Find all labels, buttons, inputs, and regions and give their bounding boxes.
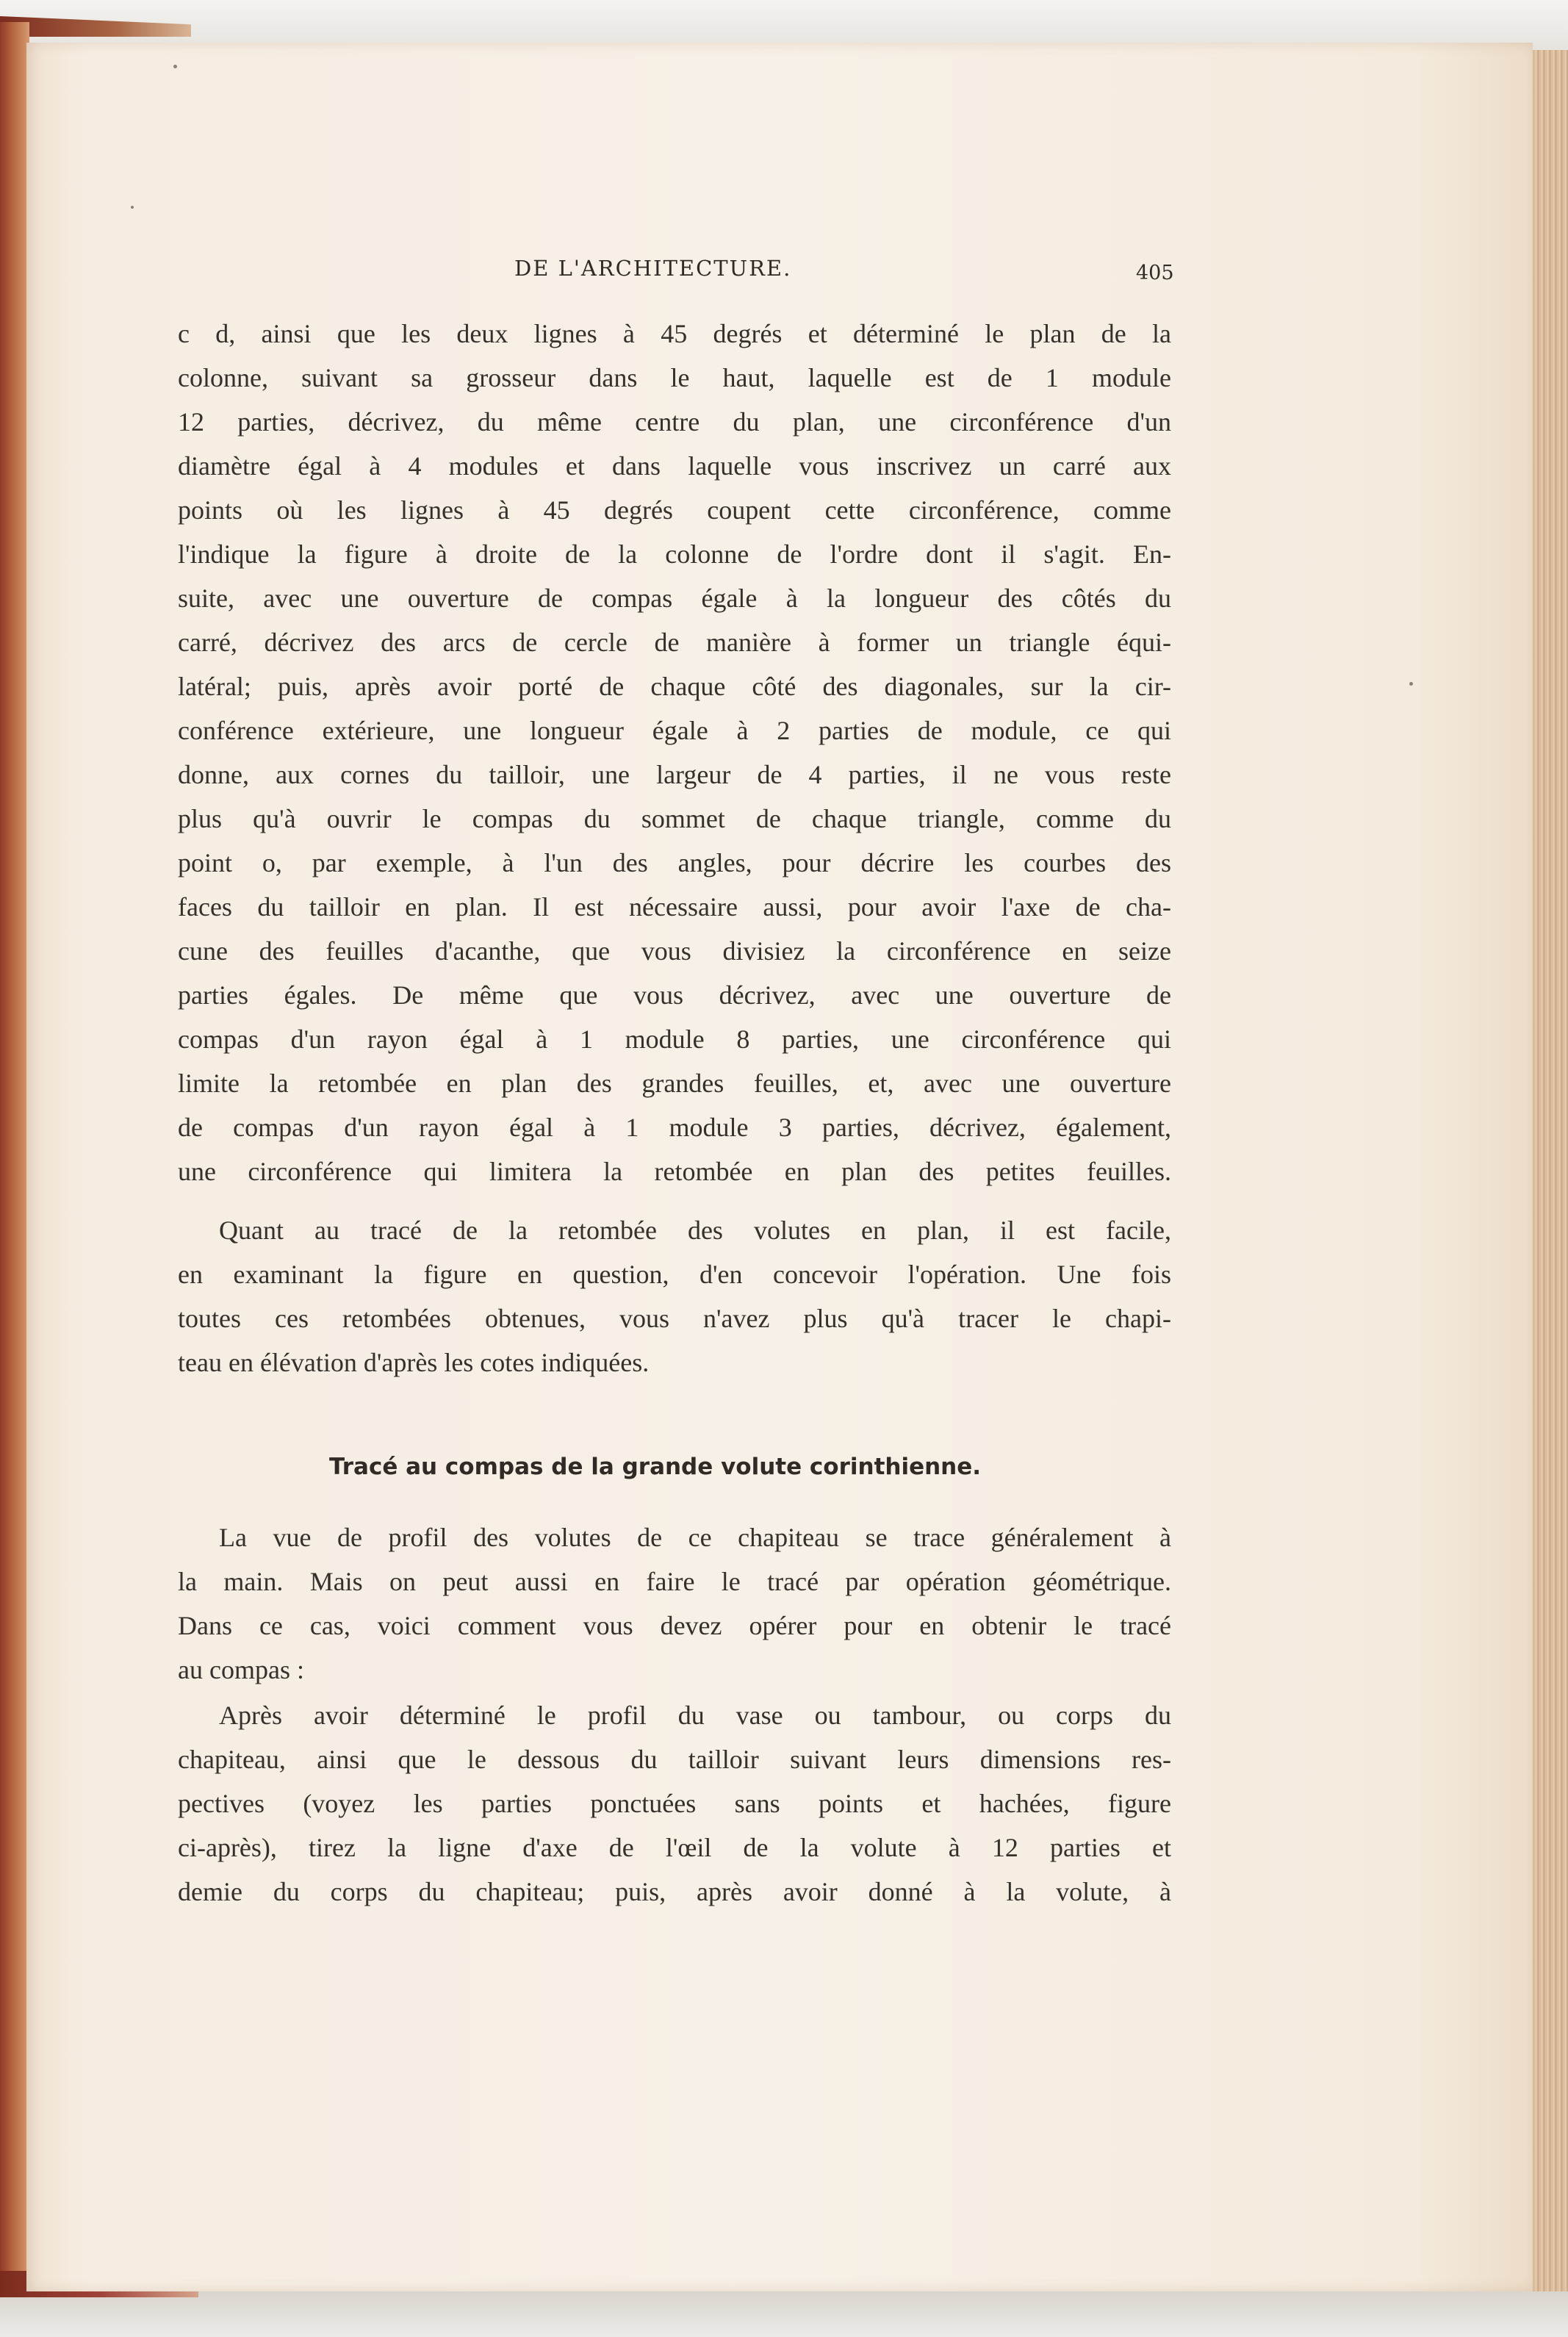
paper-speck	[173, 65, 177, 68]
text-line: carré, décrivez des arcs de cercle de manière à former un triangle équi-	[178, 628, 1171, 657]
text-line: Après avoir déterminé le profil du vase ou tambour, ou corps du	[219, 1701, 1171, 1730]
text-line: limite la retombée en plan des grandes feuilles, et, avec une ouverture	[178, 1069, 1171, 1098]
text-line: latéral; puis, après avoir porté de chaque côté des diagonales, sur la cir-	[178, 672, 1171, 701]
text-line: conférence extérieure, une longueur égale à 2 parties de module, ce qui	[178, 716, 1171, 745]
text-line: c d, ainsi que les deux lignes à 45 degrés et déterminé le plan de la	[178, 319, 1171, 348]
text-line: au compas :	[178, 1655, 304, 1684]
text-line: toutes ces retombées obtenues, vous n'avez plus qu'à tracer le chapi-	[178, 1304, 1171, 1333]
text-line: l'indique la figure à droite de la colonne de l'ordre dont il s'agit. En-	[178, 539, 1171, 569]
text-line: cune des feuilles d'acanthe, que vous divisiez la circonférence en seize	[178, 936, 1171, 966]
text-line: La vue de profil des volutes de ce chapiteau se trace généralement à	[219, 1523, 1171, 1552]
text-line: plus qu'à ouvrir le compas du sommet de chaque triangle, comme du	[178, 804, 1171, 833]
text-line: donne, aux cornes du tailloir, une largeur de 4 parties, il ne vous reste	[178, 760, 1171, 789]
text-line: points où les lignes à 45 degrés coupent cette circonférence, comme	[178, 495, 1171, 525]
text-line: 12 parties, décrivez, du même centre du plan, une circonférence d'un	[178, 407, 1171, 437]
scanner-bottom	[0, 2291, 1568, 2337]
paper-speck	[131, 206, 134, 209]
text-line: point o, par exemple, à l'un des angles, pour décrire les courbes des	[178, 848, 1171, 877]
running-head: DE L'ARCHITECTURE.	[514, 256, 792, 281]
text-line: la main. Mais on peut aussi en faire le tracé par opération géométrique.	[178, 1567, 1171, 1596]
text-line: Dans ce cas, voici comment vous devez opérer pour en obtenir le tracé	[178, 1611, 1171, 1640]
text-line: ci-après), tirez la ligne d'axe de l'œil de la volute à 12 parties et	[178, 1833, 1171, 1862]
text-line: pectives (voyez les parties ponctuées sans points et hachées, figure	[178, 1789, 1171, 1818]
text-line: teau en élévation d'après les cotes indiquées.	[178, 1348, 650, 1377]
text-line: colonne, suivant sa grosseur dans le haut, laquelle est de 1 module	[178, 363, 1171, 392]
page-number: 405	[1136, 262, 1174, 284]
text-line: une circonférence qui limitera la retombée en plan des petites feuilles.	[178, 1157, 1171, 1186]
text-line: Quant au tracé de la retombée des volutes en plan, il est facile,	[219, 1216, 1171, 1245]
text-line: en examinant la figure en question, d'en concevoir l'opération. Une fois	[178, 1260, 1171, 1289]
section-heading: Tracé au compas de la grande volute corinthienne.	[329, 1454, 982, 1480]
text-line: diamètre égal à 4 modules et dans laquelle vous inscrivez un carré aux	[178, 451, 1171, 481]
text-line: de compas d'un rayon égal à 1 module 3 parties, décrivez, également,	[178, 1113, 1171, 1142]
text-line: parties égales. De même que vous décrivez, avec une ouverture de	[178, 980, 1171, 1010]
text-line: chapiteau, ainsi que le dessous du tailloir suivant leurs dimensions res-	[178, 1745, 1171, 1774]
text-line: faces du tailloir en plan. Il est nécessaire aussi, pour avoir l'axe de cha-	[178, 892, 1171, 922]
book-cover-left-edge	[0, 22, 29, 2308]
text-line: suite, avec une ouverture de compas égale à la longueur des côtés du	[178, 584, 1171, 613]
text-line: demie du corps du chapiteau; puis, après avoir donné à la volute, à	[178, 1877, 1171, 1906]
paper-speck	[1409, 682, 1413, 686]
text-line: compas d'un rayon égal à 1 module 8 parties, une circonférence qui	[178, 1024, 1171, 1054]
